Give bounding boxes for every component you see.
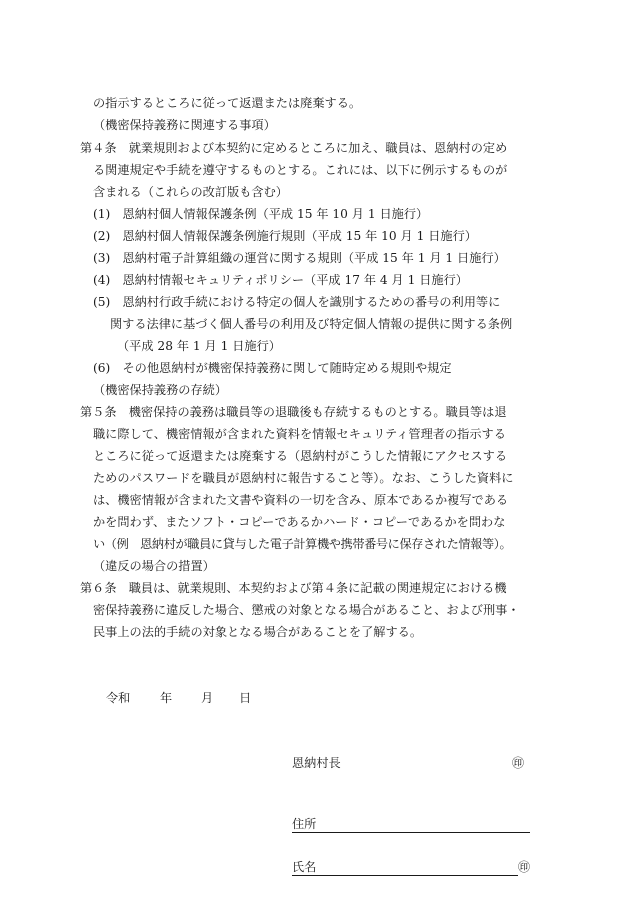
article-5-line-1: 第５条 機密保持の義務は職員等の退職後も存続するものとする。職員等は退: [80, 405, 507, 419]
date-day: 日: [239, 691, 252, 705]
article-5-line-5: は、機密情報が含まれた文書や資料の一切を含み、原本であるか複写である: [93, 493, 509, 507]
date-month: 月: [201, 691, 214, 705]
article-4-line-1: 第４条 就業規則および本契約に定めるところに加え、職員は、恩納村の定め: [80, 141, 508, 155]
mayor-seal-mark: ㊞: [512, 756, 525, 770]
date-era: 令和: [106, 691, 131, 705]
mayor-label: 恩納村長: [292, 756, 341, 770]
name-label: 氏名: [292, 860, 317, 874]
article-6-heading: （違反の場合の措置）: [93, 559, 215, 573]
article-5-heading: （機密保持義務の存続）: [93, 383, 228, 397]
name-underline: [292, 875, 518, 876]
article-4-item-1: (1) 恩納村個人情報保護条例（平成 15 年 10 月 1 日施行）: [93, 207, 429, 221]
article-4-item-5: (5) 恩納村行政手続における特定の個人を識別するための番号の利用等に: [93, 295, 501, 309]
article-4-item-2: (2) 恩納村個人情報保護条例施行規則（平成 15 年 10 月 1 日施行）: [93, 229, 477, 243]
article-5-line-6: かを問わず、またソフト・コピーであるかハード・コピーであるかを問わな: [93, 515, 506, 529]
date-year: 年: [160, 691, 173, 705]
address-underline: [292, 832, 530, 833]
article-6-line-2: 密保持義務に違反した場合、懲戒の対象となる場合があること、および刑事・: [93, 603, 520, 617]
article-4-item-4: (4) 恩納村情報セキュリティポリシー（平成 17 年 4 月 1 日施行）: [93, 273, 468, 287]
article-4-heading: （機密保持義務に関連する事項）: [93, 118, 276, 132]
article-6-line-1: 第６条 職員は、就業規則、本契約および第４条に記載の関連規定における機: [80, 581, 507, 595]
continuation-line: の指示するところに従って返還または廃棄する。: [93, 96, 362, 110]
name-seal-mark: ㊞: [518, 860, 531, 874]
article-4-line-3: 含まれる（これらの改訂版も含む）: [93, 185, 288, 199]
article-5-line-3: ところに従って返還または廃棄する（恩納村がこうした情報にアクセスする: [93, 449, 508, 463]
article-6-line-3: 民事上の法的手続の対象となる場合があることを了解する。: [93, 625, 423, 639]
address-label: 住所: [292, 817, 317, 831]
article-4-item-5-cont: 関する法律に基づく個人番号の利用及び特定個人情報の提供に関する条例: [110, 317, 513, 331]
article-5-line-4: ためのパスワードを職員が恩納村に報告すること等）。なお、こうした資料に: [93, 471, 514, 485]
article-4-item-5-date: （平成 28 年 1 月 1 日施行）: [117, 339, 281, 353]
article-4-item-3: (3) 恩納村電子計算組織の運営に関する規則（平成 15 年 1 月 1 日施行）: [93, 251, 506, 265]
article-5-line-2: 職に際して、機密情報が含まれた資料を情報セキュリティ管理者の指示する: [93, 427, 506, 441]
article-5-line-7: い（例 恩納村が職員に貸与した電子計算機や携帯番号に保存された情報等）。: [93, 537, 512, 551]
article-4-line-2: る関連規定や手続を遵守するものとする。これには、以下に例示するものが: [93, 163, 508, 177]
article-4-item-6: (6) その他恩納村が機密保持義務に関して随時定める規則や規定: [93, 361, 452, 375]
